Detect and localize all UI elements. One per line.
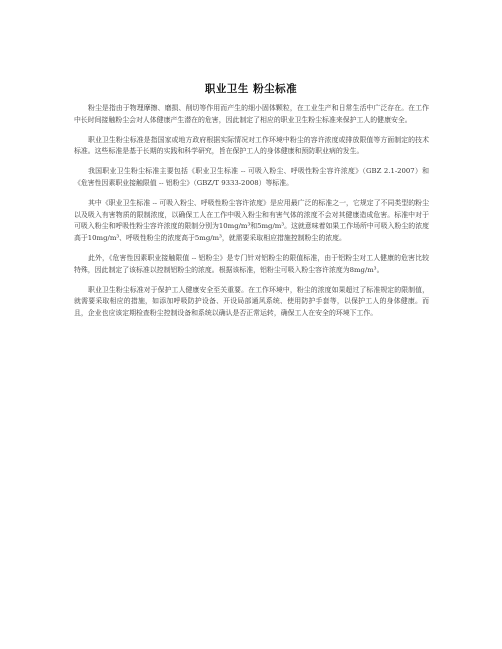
paragraph-2: 职业卫生粉尘标准是指国家或地方政府根据实际情况对工作环境中粉尘的容许浓度或排放限值等方面制定的技术标准。这些标准是基于长期的实践和科学研究，旨在保护工人的身体健康和预防职业病的发生。: [74, 135, 429, 156]
paragraph-6: 职业卫生粉尘标准对于保护工人健康安全至关重要。在工作环境中，粉尘的浓度如果超过了标准规定的限制值，就需要采取相应的措施，如添加呼吸防护设备、开设局部通风系统、使用防护手套等，以保护工人的身体健康。而且，企业也应该定期检查粉尘控制设备和系统以确认是否正常运转，确保工人在安全的环境下工作。: [74, 285, 429, 317]
paragraph-4: 其中《职业卫生标准 -- 可吸入粉尘、呼吸性粉尘容许浓度》是应用最广泛的标准之一，它规定了不同类型的粉尘以及吸入有害物质的限制浓度，以确保工人在工作中吸入粉尘和有害气体的浓度不会对其健康造成危害。标准中对于可吸入粉尘和呼吸性粉尘容许浓度的限制分别为10mg/m³和5mg/m³。这就意味着如果工作场所中可吸入粉尘的浓度高于10mg/m³、呼吸性粉尘的浓度高于5mg/m³，就需要采取相应措施控制粉尘的浓度。: [74, 199, 429, 242]
document-title: 职业卫生 粉尘标准: [204, 83, 298, 95]
paragraph-5: 此外，《危害性因素职业接触限值 -- 铝粉尘》是专门针对铝粉尘的限值标准，由于铝粉尘对工人健康的危害比较特殊，因此制定了该标准以控制铝粉尘的浓度。根据该标准，铝粉尘可吸入粉尘容许浓度为8mg/m³。: [74, 253, 429, 274]
document-body: [74, 103, 429, 328]
paragraph-1: 粉尘是指由于物理摩擦、磨损、削切等作用而产生的细小固体颗粒，在工业生产和日常生活中广泛存在。在工作中长时间接触粉尘会对人体健康产生潜在的危害，因此制定了相应的职业卫生粉尘标准来保护工人的健康安全。: [74, 104, 429, 124]
paragraph-3: 我国职业卫生粉尘标准主要包括《职业卫生标准 -- 可吸入粉尘、呼吸性粉尘容许浓度》（GBZ 2.1-2007）和《危害性因素职业接触限值 -- 铝粉尘》（GBZ/T 9333-2008）等标准。: [74, 167, 429, 187]
